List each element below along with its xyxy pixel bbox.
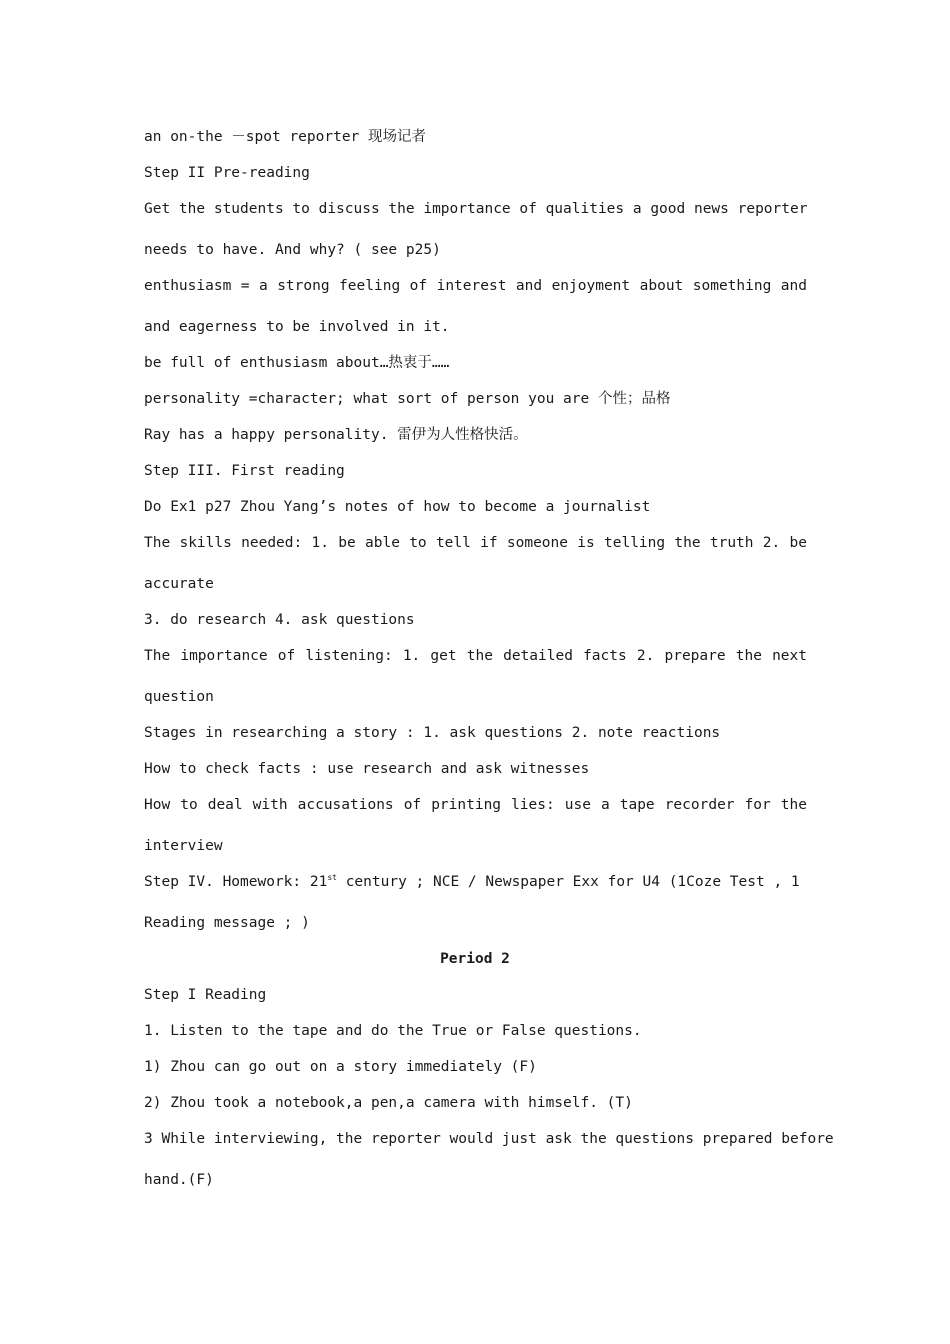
text-line: How to check facts : use research and ask witnesses xyxy=(144,761,590,777)
homework-text-a: Step IV. Homework: 21 xyxy=(144,874,328,890)
text-line: The importance of listening: 1. get the detailed facts 2. prepare the next xyxy=(144,648,807,664)
text-line: hand.(F) xyxy=(144,1172,214,1188)
ordinal-suffix: st xyxy=(327,873,337,883)
text-line: Ray has a happy personality. 雷伊为人性格快活。 xyxy=(144,427,528,443)
text-line: and eagerness to be involved in it. xyxy=(144,319,450,335)
text-line: How to deal with accusations of printing lies: use a tape recorder for the xyxy=(144,797,807,813)
text-line: interview xyxy=(144,838,223,854)
section-title: Period 2 xyxy=(440,951,510,967)
question-item: 2) Zhou took a notebook,a pen,a camera with himself. (T) xyxy=(144,1095,633,1111)
homework-line xyxy=(144,873,807,891)
text-line: be full of enthusiasm about…热衷于…… xyxy=(144,355,450,371)
text-line: Stages in researching a story : 1. ask questions 2. note reactions xyxy=(144,725,721,741)
text-line: The skills needed: 1. be able to tell if someone is telling the truth 2. be xyxy=(144,535,807,551)
text-line: an on-the －spot reporter 现场记者 xyxy=(144,129,427,145)
text-line: Get the students to discuss the importance of qualities a good news reporter xyxy=(144,201,808,217)
step-heading: Step III. First reading xyxy=(144,463,345,479)
step-heading: Step II Pre-reading xyxy=(144,165,310,181)
text-line: Reading message ; ) xyxy=(144,915,310,931)
text-line: 3. do research 4. ask questions xyxy=(144,612,415,628)
text-line: Do Ex1 p27 Zhou Yang’s notes of how to become a journalist xyxy=(144,499,651,515)
text-line: needs to have. And why? ( see p25) xyxy=(144,242,441,258)
text-line: enthusiasm = a strong feeling of interest and enjoyment about something and xyxy=(144,278,807,294)
text-line: personality =character; what sort of person you are 个性；品格 xyxy=(144,391,671,407)
homework-text-b: century ; NCE / Newspaper Exx for U4 (1Coze Test , 1 xyxy=(336,874,800,890)
text-line: 1. Listen to the tape and do the True or False questions. xyxy=(144,1023,642,1039)
step-heading: Step I Reading xyxy=(144,987,267,1003)
question-item: 1) Zhou can go out on a story immediately (F) xyxy=(144,1059,537,1075)
text-line: accurate xyxy=(144,576,214,592)
text-line: question xyxy=(144,689,214,705)
question-item: 3 While interviewing, the reporter would just ask the questions prepared before xyxy=(144,1131,834,1147)
